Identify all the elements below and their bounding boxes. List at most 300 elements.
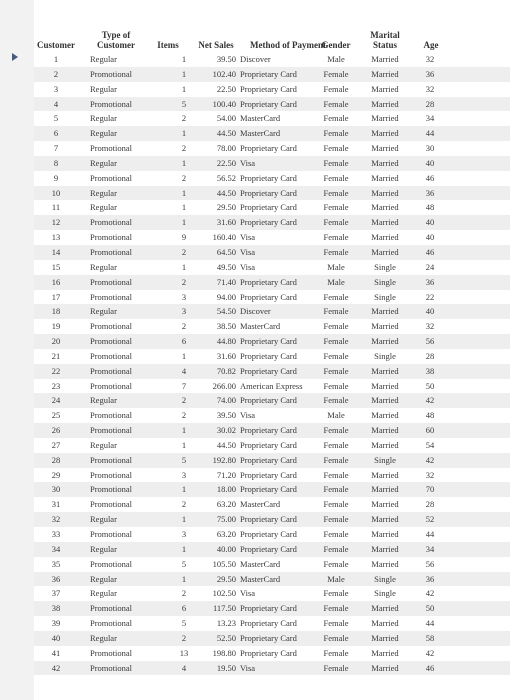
customer-number-cell[interactable]: 34 — [51, 543, 61, 554]
table-row[interactable] — [34, 408, 510, 423]
gender-cell[interactable]: Female — [323, 662, 349, 673]
customer-number-cell[interactable]: 41 — [51, 647, 61, 658]
items-cell[interactable]: 2 — [181, 395, 187, 406]
table-row[interactable] — [34, 290, 510, 305]
marital-status-cell[interactable]: Married — [371, 425, 399, 436]
marital-status-cell[interactable]: Married — [371, 54, 399, 64]
age-cell[interactable]: 48 — [425, 410, 435, 421]
customer-number-cell[interactable]: 32 — [51, 514, 61, 525]
customer-type-cell[interactable]: Promotional — [90, 68, 133, 79]
net-sales-cell[interactable]: 31.60 — [216, 217, 236, 228]
age-cell[interactable]: 32 — [425, 54, 435, 64]
payment-method-cell[interactable]: Discover — [240, 306, 271, 317]
age-cell[interactable]: 46 — [425, 246, 435, 257]
customer-type-cell[interactable]: Promotional — [90, 410, 133, 421]
age-cell[interactable]: 22 — [425, 291, 435, 302]
net-sales-cell[interactable]: 54.00 — [216, 113, 236, 124]
table-row[interactable] — [34, 52, 510, 67]
customer-number-cell[interactable]: 11 — [51, 202, 61, 213]
marital-status-cell[interactable]: Married — [371, 514, 399, 525]
table-row[interactable] — [34, 572, 510, 587]
gender-cell[interactable]: Female — [323, 425, 349, 436]
items-cell[interactable]: 1 — [181, 157, 187, 168]
customer-type-cell[interactable]: Promotional — [90, 246, 133, 257]
marital-status-cell[interactable]: Married — [371, 380, 399, 391]
customer-type-cell[interactable]: Promotional — [90, 276, 133, 287]
customer-type-cell[interactable]: Regular — [90, 543, 117, 554]
net-sales-cell[interactable]: 44.50 — [216, 439, 236, 450]
customer-number-cell[interactable]: 31 — [51, 499, 61, 510]
gender-cell[interactable]: Female — [323, 202, 349, 213]
customer-number-cell[interactable]: 3 — [53, 83, 59, 94]
items-cell[interactable]: 1 — [181, 261, 187, 272]
customer-number-cell[interactable]: 33 — [51, 529, 61, 539]
age-cell[interactable]: 38 — [425, 365, 435, 376]
customer-type-cell[interactable]: Regular — [90, 128, 117, 139]
items-cell[interactable]: 7 — [181, 380, 187, 391]
payment-method-cell[interactable]: American Express — [240, 380, 303, 391]
payment-method-cell[interactable]: Visa — [240, 410, 256, 421]
payment-method-cell[interactable]: MasterCard — [240, 128, 281, 139]
items-cell[interactable]: 1 — [181, 439, 187, 450]
customer-type-cell[interactable]: Promotional — [90, 484, 133, 495]
age-cell[interactable]: 56 — [425, 558, 435, 569]
customer-number-cell[interactable]: 36 — [51, 573, 61, 584]
customer-number-cell[interactable]: 40 — [51, 632, 61, 643]
customer-type-cell[interactable]: Promotional — [90, 291, 133, 302]
items-cell[interactable]: 5 — [181, 558, 187, 569]
items-cell[interactable]: 1 — [181, 128, 187, 139]
payment-method-cell[interactable]: Proprietary Card — [240, 647, 297, 658]
age-cell[interactable]: 42 — [425, 395, 435, 406]
customer-number-cell[interactable]: 5 — [53, 113, 59, 124]
marital-status-cell[interactable]: Married — [371, 484, 399, 495]
payment-method-cell[interactable]: Proprietary Card — [240, 217, 297, 228]
marital-status-cell[interactable]: Married — [371, 499, 399, 510]
customer-type-cell[interactable]: Promotional — [90, 98, 133, 109]
age-cell[interactable]: 30 — [425, 143, 435, 154]
net-sales-cell[interactable]: 102.50 — [212, 588, 236, 599]
marital-status-cell[interactable]: Married — [371, 232, 399, 243]
payment-method-cell[interactable]: Visa — [240, 662, 256, 673]
gender-cell[interactable]: Female — [323, 98, 349, 109]
gender-cell[interactable]: Female — [323, 514, 349, 525]
age-cell[interactable]: 46 — [425, 172, 435, 183]
age-cell[interactable]: 52 — [425, 514, 435, 525]
gender-cell[interactable]: Female — [323, 291, 349, 302]
gender-cell[interactable]: Female — [323, 558, 349, 569]
items-cell[interactable]: 5 — [181, 454, 187, 465]
payment-method-cell[interactable]: Proprietary Card — [240, 469, 297, 480]
table-row[interactable] — [34, 616, 510, 631]
payment-method-cell[interactable]: Proprietary Card — [240, 454, 297, 465]
items-cell[interactable]: 2 — [181, 172, 187, 183]
gender-cell[interactable]: Female — [323, 143, 349, 154]
net-sales-cell[interactable]: 31.60 — [216, 350, 236, 361]
customer-number-cell[interactable]: 38 — [51, 603, 61, 614]
table-row[interactable] — [34, 482, 510, 497]
customer-number-cell[interactable]: 17 — [51, 291, 61, 302]
customer-type-cell[interactable]: Promotional — [90, 321, 133, 332]
payment-method-cell[interactable]: Proprietary Card — [240, 143, 297, 154]
items-cell[interactable]: 1 — [181, 484, 187, 495]
marital-status-cell[interactable]: Married — [371, 68, 399, 79]
net-sales-cell[interactable]: 44.50 — [216, 187, 236, 198]
items-cell[interactable]: 1 — [181, 425, 187, 436]
gender-cell[interactable]: Female — [323, 232, 349, 243]
age-cell[interactable]: 40 — [425, 232, 435, 243]
table-row[interactable] — [34, 67, 510, 82]
net-sales-cell[interactable]: 71.40 — [216, 276, 236, 287]
age-cell[interactable]: 56 — [425, 336, 435, 347]
items-cell[interactable]: 3 — [181, 529, 187, 539]
age-cell[interactable]: 48 — [425, 202, 435, 213]
net-sales-cell[interactable]: 39.50 — [216, 410, 236, 421]
items-cell[interactable]: 1 — [181, 54, 187, 64]
items-cell[interactable]: 13 — [179, 647, 189, 658]
marital-status-cell[interactable]: Single — [374, 291, 396, 302]
gender-cell[interactable]: Female — [323, 647, 349, 658]
net-sales-cell[interactable]: 198.80 — [212, 647, 236, 658]
marital-status-cell[interactable]: Single — [374, 350, 396, 361]
items-cell[interactable]: 5 — [181, 98, 187, 109]
marital-status-cell[interactable]: Married — [371, 395, 399, 406]
customer-number-cell[interactable]: 2 — [53, 68, 59, 79]
customer-number-cell[interactable]: 22 — [51, 365, 61, 376]
age-cell[interactable]: 28 — [425, 499, 435, 510]
items-cell[interactable]: 3 — [181, 306, 187, 317]
table-row[interactable] — [34, 126, 510, 141]
table-row[interactable] — [34, 586, 510, 601]
items-cell[interactable]: 1 — [181, 543, 187, 554]
net-sales-cell[interactable]: 44.50 — [216, 128, 236, 139]
header-age[interactable]: Age — [423, 40, 439, 50]
net-sales-cell[interactable]: 64.50 — [216, 246, 236, 257]
items-cell[interactable]: 4 — [181, 365, 187, 376]
table-row[interactable] — [34, 260, 510, 275]
marital-status-cell[interactable]: Married — [371, 365, 399, 376]
age-cell[interactable]: 28 — [425, 350, 435, 361]
customer-type-cell[interactable]: Promotional — [90, 365, 133, 376]
gender-cell[interactable]: Female — [323, 499, 349, 510]
header-customer[interactable]: Customer — [37, 40, 75, 50]
age-cell[interactable]: 32 — [425, 83, 435, 94]
marital-status-cell[interactable]: Married — [371, 113, 399, 124]
gender-cell[interactable]: Female — [323, 306, 349, 317]
items-cell[interactable]: 1 — [181, 350, 187, 361]
table-row[interactable] — [34, 601, 510, 616]
net-sales-cell[interactable]: 117.50 — [212, 603, 236, 614]
customer-number-cell[interactable]: 24 — [51, 395, 61, 406]
net-sales-cell[interactable]: 13.23 — [216, 618, 236, 629]
customer-number-cell[interactable]: 6 — [53, 128, 59, 139]
marital-status-cell[interactable]: Married — [371, 187, 399, 198]
table-row[interactable] — [34, 319, 510, 334]
net-sales-cell[interactable]: 22.50 — [216, 157, 236, 168]
net-sales-cell[interactable]: 192.80 — [212, 454, 236, 465]
payment-method-cell[interactable]: Proprietary Card — [240, 618, 297, 629]
customer-type-cell[interactable]: Regular — [90, 514, 117, 525]
net-sales-cell[interactable]: 40.00 — [216, 543, 236, 554]
customer-number-cell[interactable]: 7 — [53, 143, 59, 154]
items-cell[interactable]: 6 — [181, 603, 187, 614]
age-cell[interactable]: 44 — [425, 618, 435, 629]
age-cell[interactable]: 44 — [425, 529, 435, 539]
net-sales-cell[interactable]: 22.50 — [216, 83, 236, 94]
net-sales-cell[interactable]: 19.50 — [216, 662, 236, 673]
customer-type-cell[interactable]: Regular — [90, 573, 117, 584]
payment-method-cell[interactable]: Visa — [240, 588, 256, 599]
payment-method-cell[interactable]: MasterCard — [240, 113, 281, 124]
table-row[interactable] — [34, 215, 510, 230]
customer-type-cell[interactable]: Regular — [90, 439, 117, 450]
customer-type-cell[interactable]: Regular — [90, 187, 117, 198]
marital-status-cell[interactable]: Married — [371, 543, 399, 554]
customer-number-cell[interactable]: 27 — [51, 439, 61, 450]
customer-type-cell[interactable]: Promotional — [90, 350, 133, 361]
gender-cell[interactable]: Female — [323, 128, 349, 139]
marital-status-cell[interactable]: Married — [371, 632, 399, 643]
customer-number-cell[interactable]: 23 — [51, 380, 61, 391]
payment-method-cell[interactable]: Proprietary Card — [240, 543, 297, 554]
age-cell[interactable]: 28 — [425, 98, 435, 109]
customer-number-cell[interactable]: 35 — [51, 558, 61, 569]
customer-number-cell[interactable]: 21 — [51, 350, 61, 361]
age-cell[interactable]: 42 — [425, 454, 435, 465]
customer-number-cell[interactable]: 37 — [51, 588, 61, 599]
gender-cell[interactable]: Female — [323, 187, 349, 198]
header-items[interactable]: Items — [157, 40, 179, 50]
gender-cell[interactable]: Female — [323, 157, 349, 168]
marital-status-cell[interactable]: Married — [371, 202, 399, 213]
customer-type-cell[interactable]: Promotional — [90, 454, 133, 465]
customer-number-cell[interactable]: 29 — [51, 469, 61, 480]
table-row[interactable] — [34, 393, 510, 408]
items-cell[interactable]: 9 — [181, 232, 187, 243]
net-sales-cell[interactable]: 78.00 — [216, 143, 236, 154]
table-row[interactable] — [34, 97, 510, 112]
marital-status-cell[interactable]: Married — [371, 321, 399, 332]
items-cell[interactable]: 2 — [181, 632, 187, 643]
gender-cell[interactable]: Female — [323, 632, 349, 643]
payment-method-cell[interactable]: Visa — [240, 157, 256, 168]
payment-method-cell[interactable]: Proprietary Card — [240, 202, 297, 213]
customer-type-cell[interactable]: Promotional — [90, 558, 133, 569]
table-row[interactable] — [34, 82, 510, 97]
gender-cell[interactable]: Female — [323, 603, 349, 614]
items-cell[interactable]: 1 — [181, 68, 187, 79]
payment-method-cell[interactable]: Proprietary Card — [240, 68, 297, 79]
items-cell[interactable]: 6 — [181, 336, 187, 347]
customer-number-cell[interactable]: 8 — [53, 157, 59, 168]
payment-method-cell[interactable]: Proprietary Card — [240, 291, 297, 302]
payment-method-cell[interactable]: Proprietary Card — [240, 484, 297, 495]
marital-status-cell[interactable]: Married — [371, 662, 399, 673]
gender-cell[interactable]: Female — [323, 380, 349, 391]
net-sales-cell[interactable]: 54.50 — [216, 306, 236, 317]
marital-status-cell[interactable]: Married — [371, 217, 399, 228]
items-cell[interactable]: 2 — [181, 143, 187, 154]
table-row[interactable] — [34, 631, 510, 646]
table-row[interactable] — [34, 661, 510, 676]
items-cell[interactable]: 2 — [181, 246, 187, 257]
net-sales-cell[interactable]: 102.40 — [212, 68, 236, 79]
gender-cell[interactable]: Female — [323, 365, 349, 376]
marital-status-cell[interactable]: Married — [371, 603, 399, 614]
customer-type-cell[interactable]: Promotional — [90, 232, 133, 243]
customer-type-cell[interactable]: Promotional — [90, 662, 133, 673]
age-cell[interactable]: 60 — [425, 425, 435, 436]
payment-method-cell[interactable]: Proprietary Card — [240, 439, 297, 450]
customer-type-cell[interactable]: Promotional — [90, 143, 133, 154]
net-sales-cell[interactable]: 63.20 — [216, 499, 236, 510]
payment-method-cell[interactable]: MasterCard — [240, 499, 281, 510]
payment-method-cell[interactable]: Proprietary Card — [240, 336, 297, 347]
payment-method-cell[interactable]: Proprietary Card — [240, 98, 297, 109]
payment-method-cell[interactable]: MasterCard — [240, 573, 281, 584]
age-cell[interactable]: 36 — [425, 573, 435, 584]
age-cell[interactable]: 24 — [425, 261, 435, 272]
customer-number-cell[interactable]: 39 — [51, 618, 61, 629]
marital-status-cell[interactable]: Married — [371, 469, 399, 480]
gender-cell[interactable]: Female — [323, 395, 349, 406]
age-cell[interactable]: 36 — [425, 187, 435, 198]
age-cell[interactable]: 42 — [425, 647, 435, 658]
customer-type-cell[interactable]: Regular — [90, 157, 117, 168]
age-cell[interactable]: 50 — [425, 603, 435, 614]
gender-cell[interactable]: Female — [323, 588, 349, 599]
marital-status-cell[interactable]: Married — [371, 83, 399, 94]
marital-status-cell[interactable]: Married — [371, 558, 399, 569]
marital-status-cell[interactable]: Married — [371, 143, 399, 154]
table-row[interactable] — [34, 156, 510, 171]
customer-type-cell[interactable]: Promotional — [90, 172, 133, 183]
marital-status-cell[interactable]: Married — [371, 172, 399, 183]
customer-type-cell[interactable]: Regular — [90, 202, 117, 213]
marital-status-cell[interactable]: Married — [371, 246, 399, 257]
payment-method-cell[interactable]: MasterCard — [240, 558, 281, 569]
items-cell[interactable]: 2 — [181, 276, 187, 287]
marital-status-cell[interactable]: Married — [371, 618, 399, 629]
gender-cell[interactable]: Female — [323, 618, 349, 629]
gender-cell[interactable]: Female — [323, 83, 349, 94]
net-sales-cell[interactable]: 94.00 — [216, 291, 236, 302]
marital-status-cell[interactable]: Single — [374, 261, 396, 272]
customer-type-cell[interactable]: Promotional — [90, 425, 133, 436]
items-cell[interactable]: 1 — [181, 187, 187, 198]
payment-method-cell[interactable]: Proprietary Card — [240, 603, 297, 614]
table-row[interactable] — [34, 171, 510, 186]
customer-type-cell[interactable]: Regular — [90, 632, 117, 643]
age-cell[interactable]: 32 — [425, 321, 435, 332]
customer-type-cell[interactable]: Regular — [90, 113, 117, 124]
net-sales-cell[interactable]: 105.50 — [212, 558, 236, 569]
customer-type-cell[interactable]: Promotional — [90, 529, 133, 539]
items-cell[interactable]: 3 — [181, 291, 187, 302]
net-sales-cell[interactable]: 75.00 — [216, 514, 236, 525]
marital-status-cell[interactable]: Single — [374, 454, 396, 465]
payment-method-cell[interactable]: Proprietary Card — [240, 395, 297, 406]
net-sales-cell[interactable]: 52.50 — [216, 632, 236, 643]
customer-type-cell[interactable]: Promotional — [90, 380, 133, 391]
customer-number-cell[interactable]: 1 — [53, 54, 59, 64]
age-cell[interactable]: 70 — [425, 484, 435, 495]
customer-type-cell[interactable]: Promotional — [90, 499, 133, 510]
table-row[interactable] — [34, 230, 510, 245]
table-row[interactable] — [34, 497, 510, 512]
net-sales-cell[interactable]: 18.00 — [216, 484, 236, 495]
customer-type-cell[interactable]: Promotional — [90, 647, 133, 658]
table-row[interactable] — [34, 334, 510, 349]
row-selector-column[interactable] — [0, 0, 34, 700]
payment-method-cell[interactable]: Proprietary Card — [240, 514, 297, 525]
net-sales-cell[interactable]: 56.52 — [216, 172, 236, 183]
table-row[interactable] — [34, 245, 510, 260]
payment-method-cell[interactable]: Visa — [240, 232, 256, 243]
gender-cell[interactable]: Male — [327, 573, 345, 584]
table-row[interactable] — [34, 304, 510, 319]
payment-method-cell[interactable]: Discover — [240, 54, 271, 64]
customer-type-cell[interactable]: Regular — [90, 261, 117, 272]
marital-status-cell[interactable]: Married — [371, 410, 399, 421]
gender-cell[interactable]: Female — [323, 336, 349, 347]
marital-status-cell[interactable]: Single — [374, 573, 396, 584]
header-gender[interactable]: Gender — [321, 40, 351, 50]
marital-status-cell[interactable]: Married — [371, 647, 399, 658]
items-cell[interactable]: 1 — [181, 573, 187, 584]
table-row[interactable] — [34, 527, 510, 542]
customer-type-cell[interactable]: Regular — [90, 83, 117, 94]
customer-type-cell[interactable]: Regular — [90, 395, 117, 406]
customer-number-cell[interactable]: 16 — [51, 276, 61, 287]
customer-type-cell[interactable]: Promotional — [90, 336, 133, 347]
gender-cell[interactable]: Female — [323, 68, 349, 79]
net-sales-cell[interactable]: 29.50 — [216, 202, 236, 213]
payment-method-cell[interactable]: Visa — [240, 261, 256, 272]
net-sales-cell[interactable]: 70.82 — [216, 365, 236, 376]
age-cell[interactable]: 42 — [425, 588, 435, 599]
customer-number-cell[interactable]: 9 — [53, 172, 59, 183]
items-cell[interactable]: 3 — [181, 469, 187, 480]
items-cell[interactable]: 1 — [181, 83, 187, 94]
gender-cell[interactable]: Male — [327, 276, 345, 287]
net-sales-cell[interactable]: 266.00 — [212, 380, 236, 391]
payment-method-cell[interactable]: Proprietary Card — [240, 276, 297, 287]
customer-number-cell[interactable]: 18 — [51, 306, 61, 317]
customer-type-cell[interactable]: Regular — [90, 306, 117, 317]
items-cell[interactable]: 2 — [181, 113, 187, 124]
gender-cell[interactable]: Female — [323, 529, 349, 539]
items-cell[interactable]: 1 — [181, 202, 187, 213]
payment-method-cell[interactable]: Proprietary Card — [240, 365, 297, 376]
table-row[interactable] — [34, 646, 510, 661]
gender-cell[interactable]: Male — [327, 54, 345, 64]
marital-status-cell[interactable]: Married — [371, 128, 399, 139]
table-row[interactable] — [34, 349, 510, 364]
items-cell[interactable]: 2 — [181, 588, 187, 599]
customer-number-cell[interactable]: 13 — [51, 232, 61, 243]
gender-cell[interactable]: Female — [323, 217, 349, 228]
payment-method-cell[interactable]: MasterCard — [240, 321, 281, 332]
age-cell[interactable]: 36 — [425, 276, 435, 287]
customer-number-cell[interactable]: 14 — [51, 246, 61, 257]
age-cell[interactable]: 44 — [425, 128, 435, 139]
customer-number-cell[interactable]: 10 — [51, 187, 61, 198]
age-cell[interactable]: 50 — [425, 380, 435, 391]
net-sales-cell[interactable]: 71.20 — [216, 469, 236, 480]
gender-cell[interactable]: Male — [327, 261, 345, 272]
gender-cell[interactable]: Female — [323, 543, 349, 554]
